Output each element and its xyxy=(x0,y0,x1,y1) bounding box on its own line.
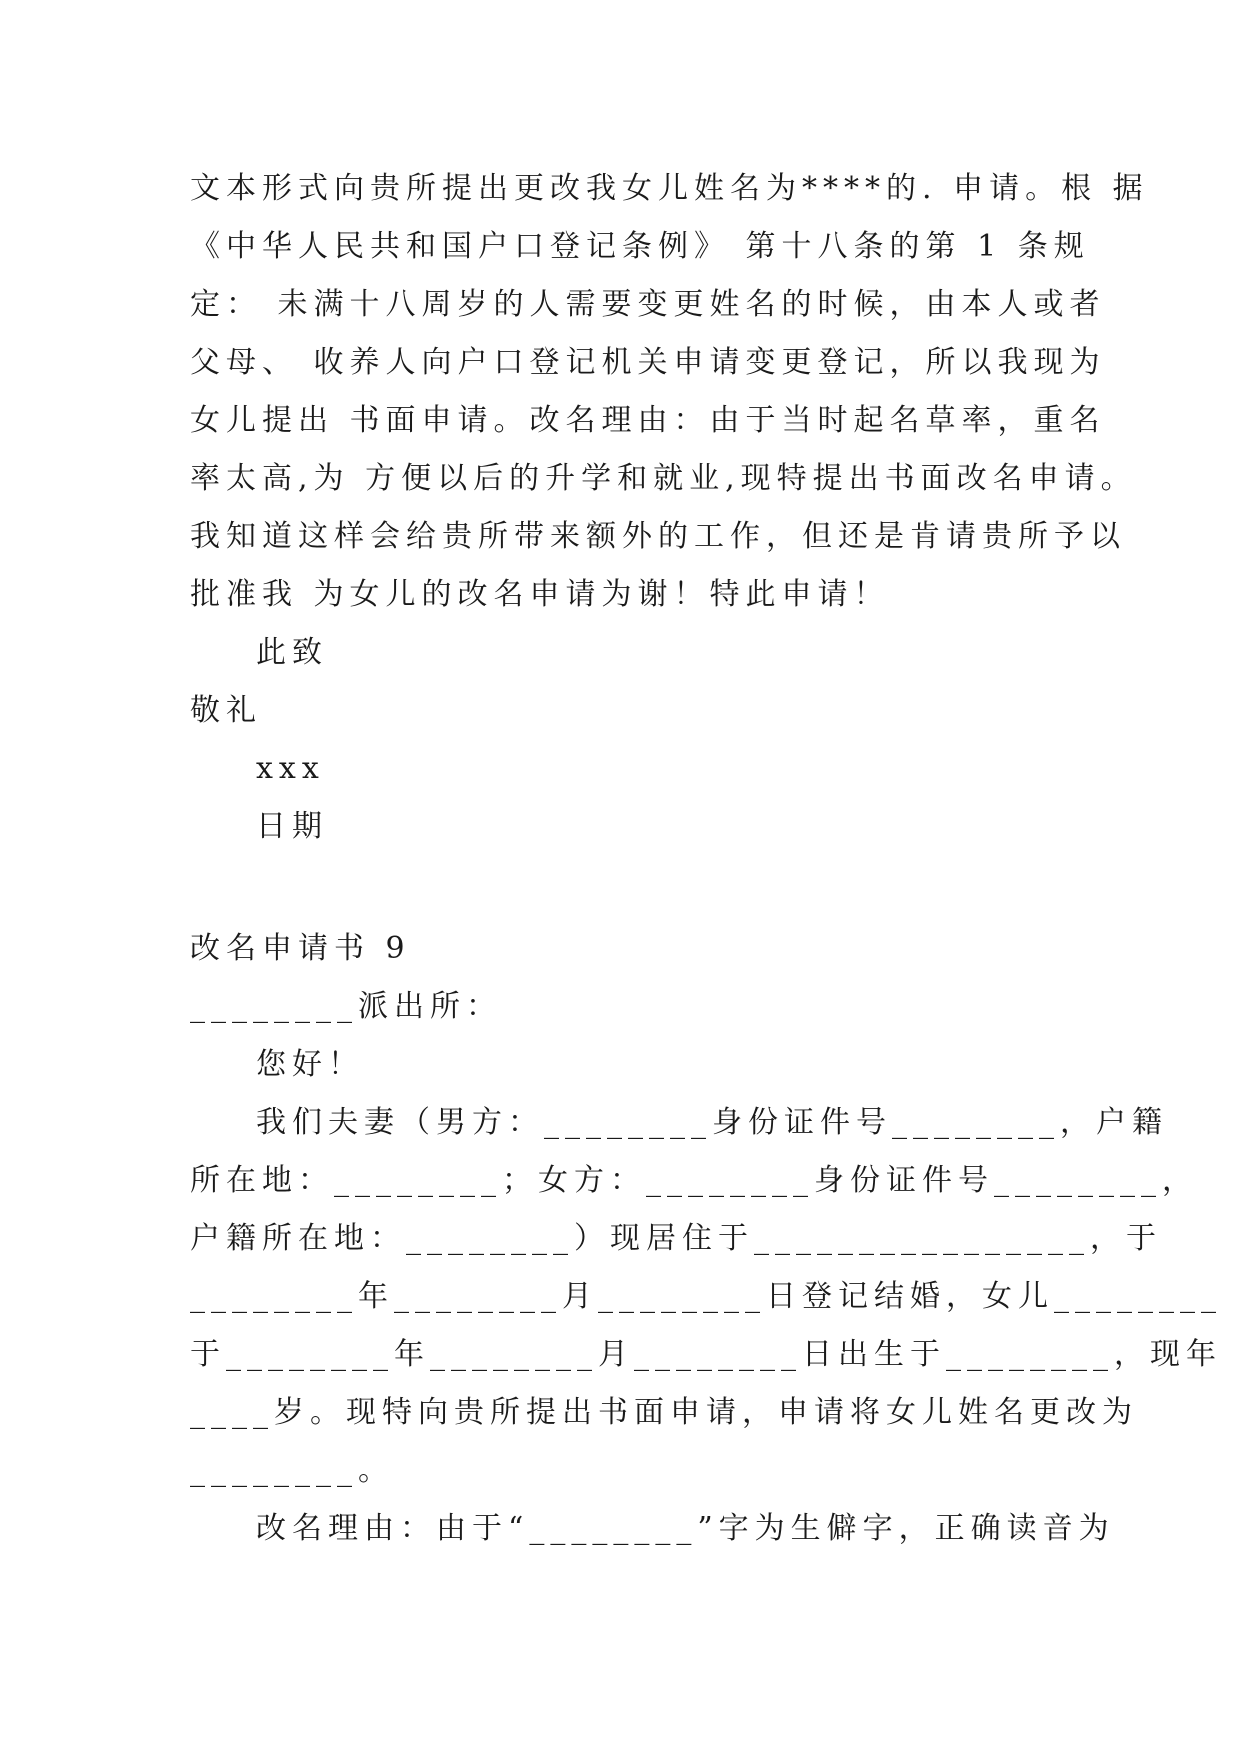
body-text-line: 女儿提出 书面申请。改名理由：由于当时起名草率，重名 xyxy=(190,403,1106,438)
form-text-line: ________年________月________日登记结婚，女儿________ xyxy=(190,1279,1222,1314)
body-text-line: 我知道这样会给贵所带来额外的工作，但还是肯请贵所予以 xyxy=(190,519,1126,554)
form-text-line: 于________年________月________日出生于________，现年 xyxy=(190,1337,1222,1372)
reason-line: 改名理由：由于“________”字为生僻字，正确读音为 xyxy=(256,1511,1115,1546)
section-title: 改名申请书 9 xyxy=(190,931,411,966)
form-text-line: ____岁。现特向贵所提出书面申请，申请将女儿姓名更改为 xyxy=(190,1395,1138,1430)
form-text-line: 户籍所在地：________）现居住于________________，于 xyxy=(190,1221,1162,1256)
section-gap xyxy=(190,856,1060,920)
addressee-line: ________派出所： xyxy=(190,989,502,1024)
form-text-line: ________。 xyxy=(190,1453,394,1488)
closing-text: 此致 xyxy=(256,635,328,670)
salute-text: 敬礼 xyxy=(190,693,262,728)
body-text-line: 《中华人民共和国户口登记条例》 第十八条的第 1 条规 xyxy=(190,229,1090,264)
document-page xyxy=(190,160,1222,1558)
body-text-line: 定： 未满十八周岁的人需要变更姓名的时候，由本人或者 xyxy=(190,287,1106,322)
greeting-line: 您好！ xyxy=(256,1047,364,1082)
body-text-line: 父母、 收养人向户口登记机关申请变更登记，所以我现为 xyxy=(190,345,1106,380)
form-text-line: 所在地：________；女方：________身份证件号________， xyxy=(190,1163,1198,1198)
date-text: 日期 xyxy=(256,809,328,844)
form-text-line: 我们夫妻（男方：________身份证件号________，户籍 xyxy=(256,1105,1168,1140)
signature-text: xxx xyxy=(256,751,325,786)
body-text-line: 文本形式向贵所提出更改我女儿姓名为****的. 申请。根 据 xyxy=(190,171,1149,206)
body-text-line: 率太高,为 方便以后的升学和就业,现特提出书面改名申请。 xyxy=(190,461,1137,496)
body-text-line: 批准我 为女儿的改名申请为谢！特此申请！ xyxy=(190,577,890,612)
